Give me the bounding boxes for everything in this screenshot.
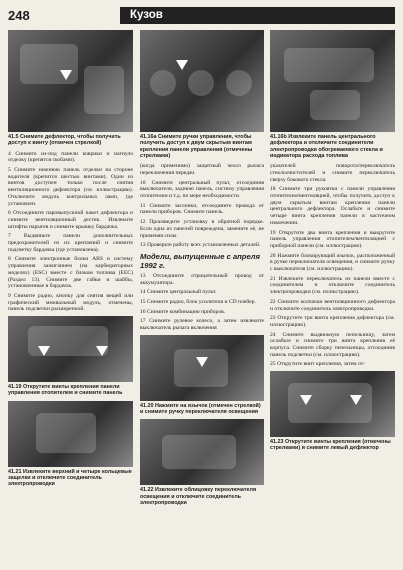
column-1 xyxy=(8,30,133,492)
figure-caption: 41.21 Извлеките верхний и четыре кольцевые защелки и отключите соединитель электропроводки xyxy=(8,468,132,488)
arrow-icon xyxy=(60,70,72,80)
figure-41-19-photo xyxy=(8,316,133,382)
figure-caption: 41.16а Снимите ручки управления, чтобы получить доступ к двум скрытым винтам крепления панели управления (отмечены стрелками) xyxy=(140,134,253,159)
paragraph: 17 Снимите рулевое колесо, а затем извлеките выключатель рычага включения xyxy=(140,318,264,332)
figure-41-21-photo xyxy=(8,401,133,467)
arrow-icon xyxy=(38,346,50,356)
paragraph: 16 Снимите комбинацию приборов. xyxy=(140,308,226,315)
paragraph: 6 Отсоедините паровыпускной пакет дефлектора и снимите вентиляционный дестик. Извлеките штифты нарыгев и снимите крышку бардачка. xyxy=(8,210,133,230)
paragraph: 25 Открутите винт крепления, затем от- xyxy=(270,361,366,368)
paragraph: 20 Нажмите блокирующий язычок, расположенный в ручке переключателя освещения, и снимите ручку с выключателя (см. иллюстрацию). xyxy=(270,252,395,273)
column-2 xyxy=(140,30,264,510)
paragraph: 13 Проверьте работу всех установленных деталей. xyxy=(140,242,261,249)
paragraph: 18 Снимите три рукоятки с панели управления отопителем/вентиляцией, чтобы получить доступ к двум скрытым винтам крепления панели центрального дефлектора. Ослабьте и снимите четыре винта крепления панели в частичном извлечении. xyxy=(270,186,395,226)
paragraph: 15 Снимите радио, блок усилителя и CD плейер. xyxy=(140,299,256,306)
figure-caption: 41.5 Снимите дефлектор, чтобы получить доступ к винту (отмечен стрелкой) xyxy=(8,134,121,147)
figure-41-20-photo xyxy=(140,335,264,401)
figure-41-22-photo xyxy=(140,419,264,485)
section-title: Кузов xyxy=(130,9,163,21)
paragraph: 5 Снимите нижнюю панель отделки на стороне водителя (крепится шестью винтами). Один из винтов доступен только после снятия вентиляционного дефлектора (см. иллюстрацию). Отключите модуль контрольных ламп, где установлен. xyxy=(8,167,133,207)
figure-41-5-photo xyxy=(8,30,133,132)
paragraph: указателей поворота/переключатель стеклоочистителей и снимите переключатель сверху бокового стекла. xyxy=(270,163,395,183)
page-header xyxy=(8,6,395,25)
paragraph: 21 Извлеките переключатель из панели вместе с соединителем и отключите соединитель электропроводки (см. иллюстрацию). xyxy=(270,275,395,296)
arrow-icon xyxy=(350,395,362,405)
figure-caption: 41.20 Нажмите на язычок (отмечен стрелкой) и снимите ручку переключателя освещения xyxy=(140,402,261,416)
section-subheading: Модели, выпущенные с апреля 1992 г. xyxy=(140,251,260,270)
paragraph: 19 Открутите два винта крепления и выкрутите панель управления отопителем/вентиляцией с приборной панели (см. иллюстрацию). xyxy=(270,229,395,249)
paragraph: 23 Открутите три винта крепления дефлектора (см. иллюстрацию). xyxy=(270,315,395,328)
arrow-icon xyxy=(96,346,108,356)
figure-caption: 41.19 Открутите винты крепления панели управления отопителем и снимите панель xyxy=(8,384,123,397)
paragraph: (когда применимо) защитный чехол рычага переключения передач. xyxy=(140,163,264,176)
paragraph: 4 Снимите из-под панели коврики и нагнуло отделку (крепятся скобами). xyxy=(8,150,133,164)
paragraph: 12 Произведите установку в обратной порядке. Если одна из панелей повреждена, замените её, не применяя силы. xyxy=(140,219,264,239)
column-3 xyxy=(270,30,395,456)
paragraph: 9 Снимите радио, кнопку для снятия вещей или графический межвальный модуль, отмечены, панель подсветки расширенной. xyxy=(8,292,133,313)
figure-caption: 41.16b Извлеките панель центрального дефлектора и отключите соединители электропроводки обогреваемого стекла и индикатора расхода топлива xyxy=(270,134,383,159)
paragraph: 13 Отсоедините отрицательный провод от аккумулятора. xyxy=(140,272,264,286)
paragraph: 24 Снимите выдвижную пепельницу, затем ослабьте и снимите три винта крепления её корпуса. Снимите сборку пепельницы, отсоединив панель подсветки (см. иллюстрацию). xyxy=(270,331,395,358)
arrow-icon xyxy=(196,357,208,367)
page-number: 248 xyxy=(8,8,30,23)
section-title-bar xyxy=(120,7,395,24)
paragraph: 22 Снимите колпачки вентиляционного дефлектора и отключите соединитель электропроводки. xyxy=(270,298,395,312)
figure-caption: 41.23 Открутите винты крепления (отмечены стрелками) и снимите левый дефлектор xyxy=(270,439,391,452)
arrow-icon xyxy=(300,395,312,405)
figure-41-16a-photo xyxy=(140,30,264,132)
paragraph: 10 Снимите центральный пульт, отсоединив выключатели, заднюю панель, систему управления отопителем и т.д. по мере необходимости. xyxy=(140,179,264,199)
paragraph: 8 Снимите электронные блоки ABS и систему управления зажиганием (на карбюраторных моделях) (ESC) вместе с блоком топлива (EEC) (Раздел 13). Снимите две гайки и шайбы, установленные в бардачок. xyxy=(8,256,133,290)
paragraph: 14 Снимите центральный пульт. xyxy=(140,289,217,296)
figure-41-16b-photo xyxy=(270,30,395,132)
paragraph: 11 Снимите заслонки, отсоедините провода от панели приборов. Снимите панель. xyxy=(140,202,264,216)
arrow-icon xyxy=(176,60,188,70)
paragraph: 7 Выдвиньте панели дополнительных предохранителей из их креплений и снимите подсветку бардачка (где установлена). xyxy=(8,233,133,253)
figure-caption: 41.22 Извлеките облицовку переключателя освещения и отключите соединитель электропроводки xyxy=(140,487,257,507)
figure-41-23-photo xyxy=(270,371,395,437)
